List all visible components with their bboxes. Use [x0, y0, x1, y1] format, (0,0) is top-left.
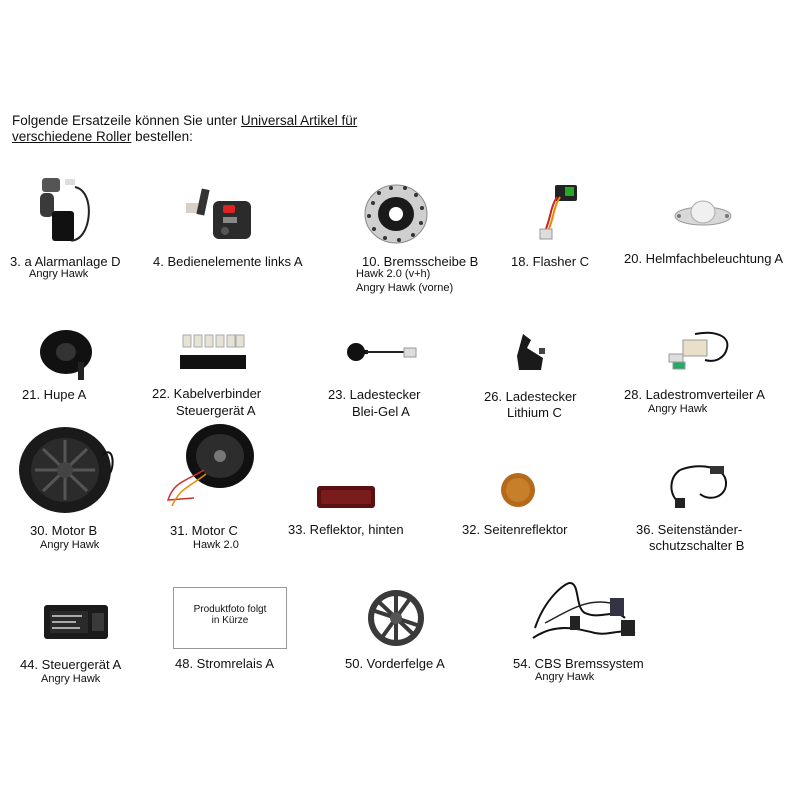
item-sub: Angry Hawk (vorne) [356, 282, 454, 294]
intro-text [12, 113, 392, 145]
item-label: 3. a Alarmanlage D [10, 254, 121, 269]
hub-motor-small-icon [164, 422, 259, 512]
side-stand-switch-icon [660, 462, 730, 512]
item-label: 54. CBS Bremssystem [513, 656, 644, 671]
item-label: 4. Bedienelemente links A [153, 254, 303, 269]
brake-disc-icon [363, 183, 429, 245]
item-label: 30. Motor B [30, 523, 98, 538]
controller-unit-icon [42, 603, 110, 641]
item-sub: Angry Hawk [29, 268, 89, 280]
item-label: 50. Vorderfelge A [345, 656, 445, 671]
item-label-line2: Blei-Gel A [352, 404, 410, 419]
placeholder-line2: in Kürze [211, 615, 249, 626]
item-label: 26. Ladestecker [484, 389, 577, 404]
helmet-compartment-light-icon [673, 198, 733, 228]
intro-prefix: Folgende Ersatzeile können Sie unter [12, 113, 241, 128]
item-label: 32. Seitenreflektor [462, 522, 568, 537]
item-label: 33. Reflektor, hinten [288, 522, 404, 537]
item-label-line2: Steuergerät A [176, 403, 256, 418]
intro-suffix: bestellen: [131, 129, 193, 144]
item-sub: Hawk 2.0 [193, 539, 239, 551]
item-label: 36. Seitenständer- [636, 522, 743, 537]
item-label: 21. Hupe A [22, 387, 87, 402]
hub-motor-icon [15, 425, 115, 515]
front-rim-icon [366, 588, 426, 648]
cbs-brake-system-icon [525, 578, 640, 646]
item-label-line2: schutzschalter B [649, 538, 745, 553]
item-label: 48. Stromrelais A [175, 656, 274, 671]
horn-icon [38, 328, 98, 383]
alarm-system-icon [30, 175, 95, 247]
item-label: 22. Kabelverbinder [152, 386, 262, 401]
product-photo-placeholder [173, 587, 287, 649]
item-label: 20. Helmfachbeleuchtung A [624, 251, 783, 266]
placeholder-line1: Produktfoto folgt [193, 604, 267, 615]
universal-articles-link-part1[interactable]: Universal Artikel für [240, 113, 358, 128]
item-label: 23. Ladestecker [328, 387, 421, 402]
handlebar-switch-icon [183, 187, 253, 242]
charging-socket-icon [513, 330, 553, 375]
charge-distributor-icon [665, 328, 735, 373]
item-sub: Angry Hawk [40, 539, 100, 551]
item-sub: Angry Hawk [648, 403, 708, 415]
item-label: 18. Flasher C [511, 254, 590, 269]
item-sub: Hawk 2.0 (v+h) [356, 268, 431, 280]
item-label: 31. Motor C [170, 523, 238, 538]
rear-reflector-icon [315, 482, 377, 512]
item-sub: Angry Hawk [535, 671, 595, 683]
charging-plug-icon [344, 340, 419, 368]
item-label: 10. Bremsscheibe B [362, 254, 479, 269]
side-reflector-icon [498, 470, 538, 510]
cable-connector-icon [178, 333, 248, 371]
item-label-line2: Lithium C [507, 405, 562, 420]
universal-articles-link-part2[interactable]: verschiedene Roller [12, 129, 132, 144]
item-label: 28. Ladestromverteiler A [624, 387, 765, 402]
item-sub: Angry Hawk [41, 673, 101, 685]
flasher-relay-icon [535, 183, 580, 243]
item-label: 44. Steuergerät A [20, 657, 122, 672]
